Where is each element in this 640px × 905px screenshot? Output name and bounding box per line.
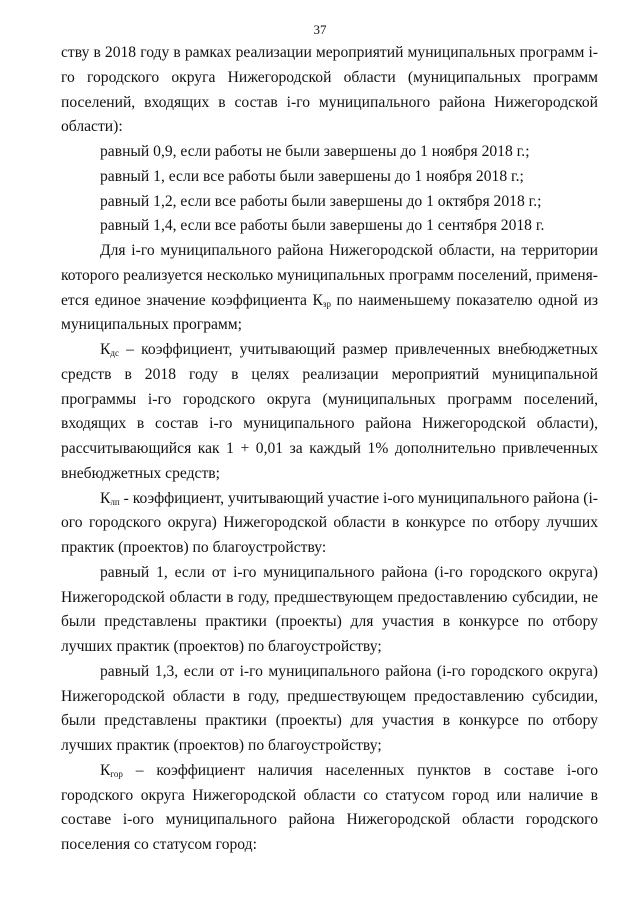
subscript: лп [110,496,120,507]
paragraph-coef-1-2: равный 1,2, если все работы были завершены до 1 октября 2018 г.; [100,192,542,210]
paragraph-coef-1-4: равный 1,4, если все работы были завершены до 1 сентября 2018 г. [100,217,545,235]
text-run: Для i-го муниципального района Нижегородской области, на территории которого реализуется несколько муниципальных программ поселений, применя-ется единое значение коэффициента К [61,242,598,309]
subscript: гор [110,768,123,779]
text-run: – коэффициент, учитывающий размер привлеченных внебюджетных средств в 2018 году в целях реализации мероприятий муниципальной программы i-го городского округа (муниципальных программ поселений, входящих в состав i-го муниципального района Нижегородской области), рассчитывающийся как 1 + 0,01 за каждый 1% дополнительно привлеченных внебюджетных средств; [61,341,598,482]
text-run: – коэффициент наличия населенных пунктов в составе i-ого городского округа Нижегородской области со статусом город или наличие в составе i-ого муниципального района Нижегородской области городского поселения со статусом город: [61,761,598,853]
text-run: К [100,761,111,779]
paragraph-coef-0-9: равный 0,9, если работы не были завершены до 1 ноября 2018 г.; [100,143,530,160]
paragraph-kgor-definition [61,759,598,858]
document-body [61,41,598,858]
paragraph-klp-definition [61,487,598,561]
paragraph-kds-definition [61,338,598,487]
text-run: К [100,341,111,358]
paragraph-municipal-district-rule [61,239,598,338]
page-number: 37 [313,22,327,37]
text-run: по наименьшему показателю одной из муниципальных программ; [61,291,598,334]
paragraph-klp-1: равный 1, если от i-го муниципального района (i-го городского округа) Нижегородской области в году, предшествующем предоставлению субсидии, не были представлены практики (проекты) для участия в конкурсе по отбору лучших практик (проектов) по благоустройству; [61,563,598,655]
text-run: - коэффициент, учитывающий участие i-ого муниципального района (i-ого городского округа) Нижегородской области в конкурсе по отбору лучших практик (проектов) по благоустройству: [61,489,598,556]
paragraph-continuation: ству в 2018 году в рамках реализации мероприятий муниципальных программ i-го городского округа Нижегородской области (муниципальных программ поселений, входящих в состав i-го муниципального района Нижегородской области): [61,44,598,136]
paragraph-klp-1-3: равный 1,3, если от i-го муниципального района (i-го городского округа) Нижегородской области в году, предшествующем предоставлению субсидии, были представлены практики (проекты) для участия в конкурсе по отбору лучших практик (проектов) по благоустройству; [61,662,598,754]
text-run: К [100,489,111,507]
subscript: зр [322,298,331,309]
paragraph-coef-1: равный 1, если все работы были завершены до 1 ноября 2018 г.; [100,167,524,185]
subscript: дс [110,348,119,358]
